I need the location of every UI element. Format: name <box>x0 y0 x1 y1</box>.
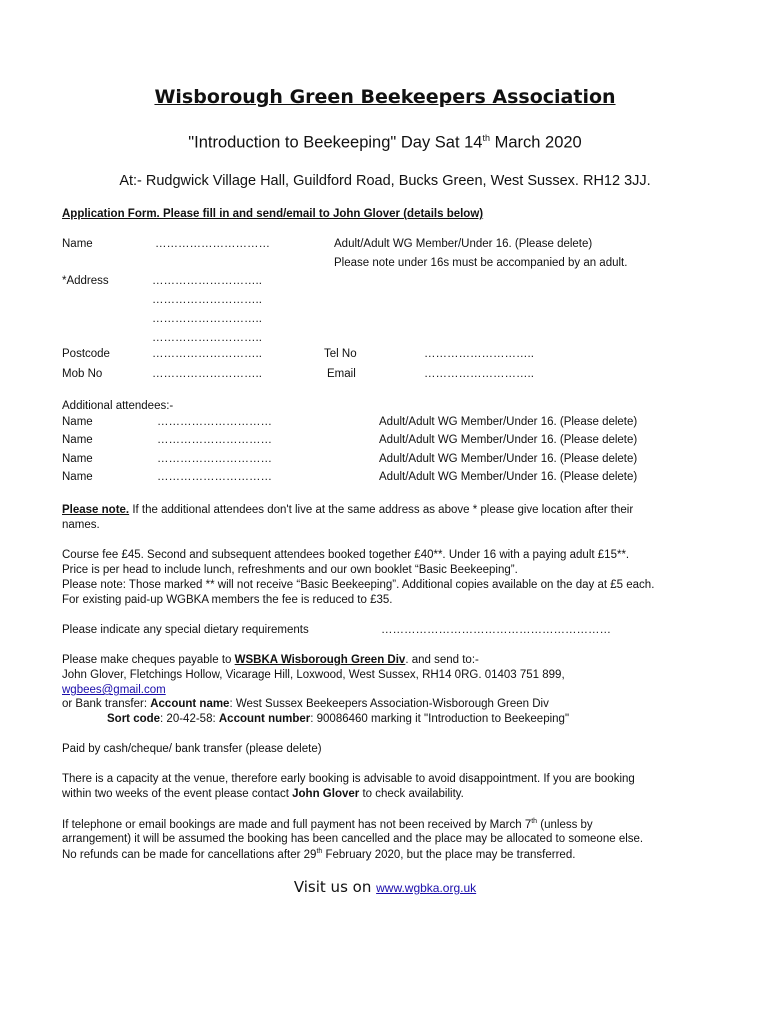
bank-line <box>62 698 549 710</box>
address-field-1[interactable]: ……………………….. <box>152 275 262 287</box>
page-title: Wisborough Green Beekeepers Association <box>154 86 616 108</box>
payment1-post: (unless by <box>537 818 593 831</box>
form-heading: Application Form. Please fill in and send/email to John Glover (details below) <box>62 208 484 220</box>
attendee-1-options[interactable]: Adult/Adult WG Member/Under 16. (Please delete) <box>379 416 638 428</box>
name-field[interactable]: ………………………… <box>155 238 270 250</box>
address-field-2[interactable]: ……………………….. <box>152 294 262 306</box>
dietary-label: Please indicate any special dietary requirements <box>62 624 309 636</box>
please-note-line-2: names. <box>62 519 100 531</box>
dietary-field[interactable]: …………………………………………………… <box>381 624 611 636</box>
payment-line-2: arrangement) it will be assumed the booking has been cancelled and the place may be allocated to someone else. <box>62 833 644 845</box>
payment3-post: February 2020, but the place may be transferred. <box>322 848 576 861</box>
event-subtitle <box>0 133 770 153</box>
attendee-2-options[interactable]: Adult/Adult WG Member/Under 16. (Please delete) <box>379 434 638 446</box>
under16-note: Please note under 16s must be accompanied by an adult. <box>334 257 628 269</box>
tel-label: Tel No <box>324 348 357 360</box>
subtitle-sup: th <box>482 133 491 143</box>
account-name: : West Sussex Beekeepers Association-Wisborough Green Div <box>229 698 549 710</box>
capacity-pre: within two weeks of the event please contact <box>62 788 293 800</box>
attendee-4-field[interactable]: ………………………… <box>157 471 272 483</box>
payment1-sup: th <box>531 818 538 825</box>
postcode-label: Postcode <box>62 348 110 360</box>
bank-pre: or Bank transfer: <box>62 698 151 710</box>
capacity-line-1: There is a capacity at the venue, therefore early booking is advisable to avoid disappointment. If you are booking <box>62 773 635 785</box>
attendee-4-options[interactable]: Adult/Adult WG Member/Under 16. (Please delete) <box>379 471 638 483</box>
attendees-heading: Additional attendees:- <box>62 400 174 412</box>
email-field[interactable]: ……………………….. <box>424 368 534 380</box>
attendee-3-options[interactable]: Adult/Adult WG Member/Under 16. (Please delete) <box>379 453 638 465</box>
subtitle-text: "Introduction to Beekeeping" Day Sat 14 <box>188 133 483 152</box>
cheque-payee: WSBKA Wisborough Green Div <box>234 654 406 666</box>
payment-line-3 <box>62 848 575 861</box>
sort-code-line <box>107 713 569 725</box>
address-field-3[interactable]: ……………………….. <box>152 313 262 325</box>
please-note-line <box>62 504 633 516</box>
sort-code: : 20-42-58: <box>160 713 219 725</box>
attendee-4-label: Name <box>62 471 93 483</box>
attendee-3-field[interactable]: ………………………… <box>157 453 272 465</box>
visit-line <box>0 878 770 896</box>
account-name-label: Account name <box>150 698 230 710</box>
visit-text: Visit us on <box>293 878 377 896</box>
subtitle-date: March 2020 <box>490 133 582 152</box>
payment-line-1 <box>62 818 593 831</box>
capacity-post: to check availability. <box>359 788 464 800</box>
sort-code-label: Sort code <box>107 713 161 725</box>
payment3-sup: th <box>316 848 323 855</box>
website-link[interactable]: www.wgbka.org.uk <box>376 881 477 895</box>
tel-field[interactable]: ……………………….. <box>424 348 534 360</box>
mob-field[interactable]: ……………………….. <box>152 368 262 380</box>
attendee-1-label: Name <box>62 416 93 428</box>
contact-email-link[interactable]: wgbees@gmail.com <box>62 684 166 696</box>
address-field-4[interactable]: ……………………….. <box>152 332 262 344</box>
fee-line-1: Course fee £45. Second and subsequent attendees booked together £40**. Under 16 with a paying adult £15**. <box>62 549 630 561</box>
venue-line: At:- Rudgwick Village Hall, Guildford Road, Bucks Green, West Sussex. RH12 3JJ. <box>119 173 651 189</box>
fee-line-3: Please note: Those marked ** will not receive “Basic Beekeeping”. Additional copies available on the day at £5 each. <box>62 579 655 591</box>
payment3-pre: No refunds can be made for cancellations after 29 <box>62 848 317 861</box>
postcode-field[interactable]: ……………………….. <box>152 348 262 360</box>
paid-by[interactable]: Paid by cash/cheque/ bank transfer (please delete) <box>62 743 322 755</box>
attendee-1-field[interactable]: ………………………… <box>157 416 272 428</box>
mob-label: Mob No <box>62 368 103 380</box>
cheque-line <box>62 654 479 666</box>
please-note-text: If the additional attendees don't live at the same address as above * please give location after their <box>129 504 634 516</box>
payment1-pre: If telephone or email bookings are made and full payment has not been received by March 7 <box>62 818 532 831</box>
member-type-options[interactable]: Adult/Adult WG Member/Under 16. (Please delete) <box>334 238 593 250</box>
address-label: *Address <box>62 275 109 287</box>
attendee-2-label: Name <box>62 434 93 446</box>
account-number: : 90086460 marking it "Introduction to Beekeeping" <box>310 713 570 725</box>
attendee-2-field[interactable]: ………………………… <box>157 434 272 446</box>
capacity-line-2 <box>62 788 464 800</box>
cheque-pre: Please make cheques payable to <box>62 654 235 666</box>
cheque-post: . and send to:- <box>405 654 479 666</box>
contact-name: John Glover <box>292 788 360 800</box>
contact-address: John Glover, Fletchings Hollow, Vicarage Hill, Loxwood, West Sussex, RH14 0RG. 01403 751 899, <box>62 669 565 681</box>
attendee-3-label: Name <box>62 453 93 465</box>
fee-line-4: For existing paid-up WGBKA members the fee is reduced to £35. <box>62 594 393 606</box>
name-label: Name <box>62 238 93 250</box>
email-label: Email <box>327 368 356 380</box>
account-number-label: Account number <box>218 713 311 725</box>
fee-line-2: Price is per head to include lunch, refreshments and our own booklet “Basic Beekeeping”. <box>62 564 518 576</box>
please-note-label: Please note. <box>62 504 130 516</box>
